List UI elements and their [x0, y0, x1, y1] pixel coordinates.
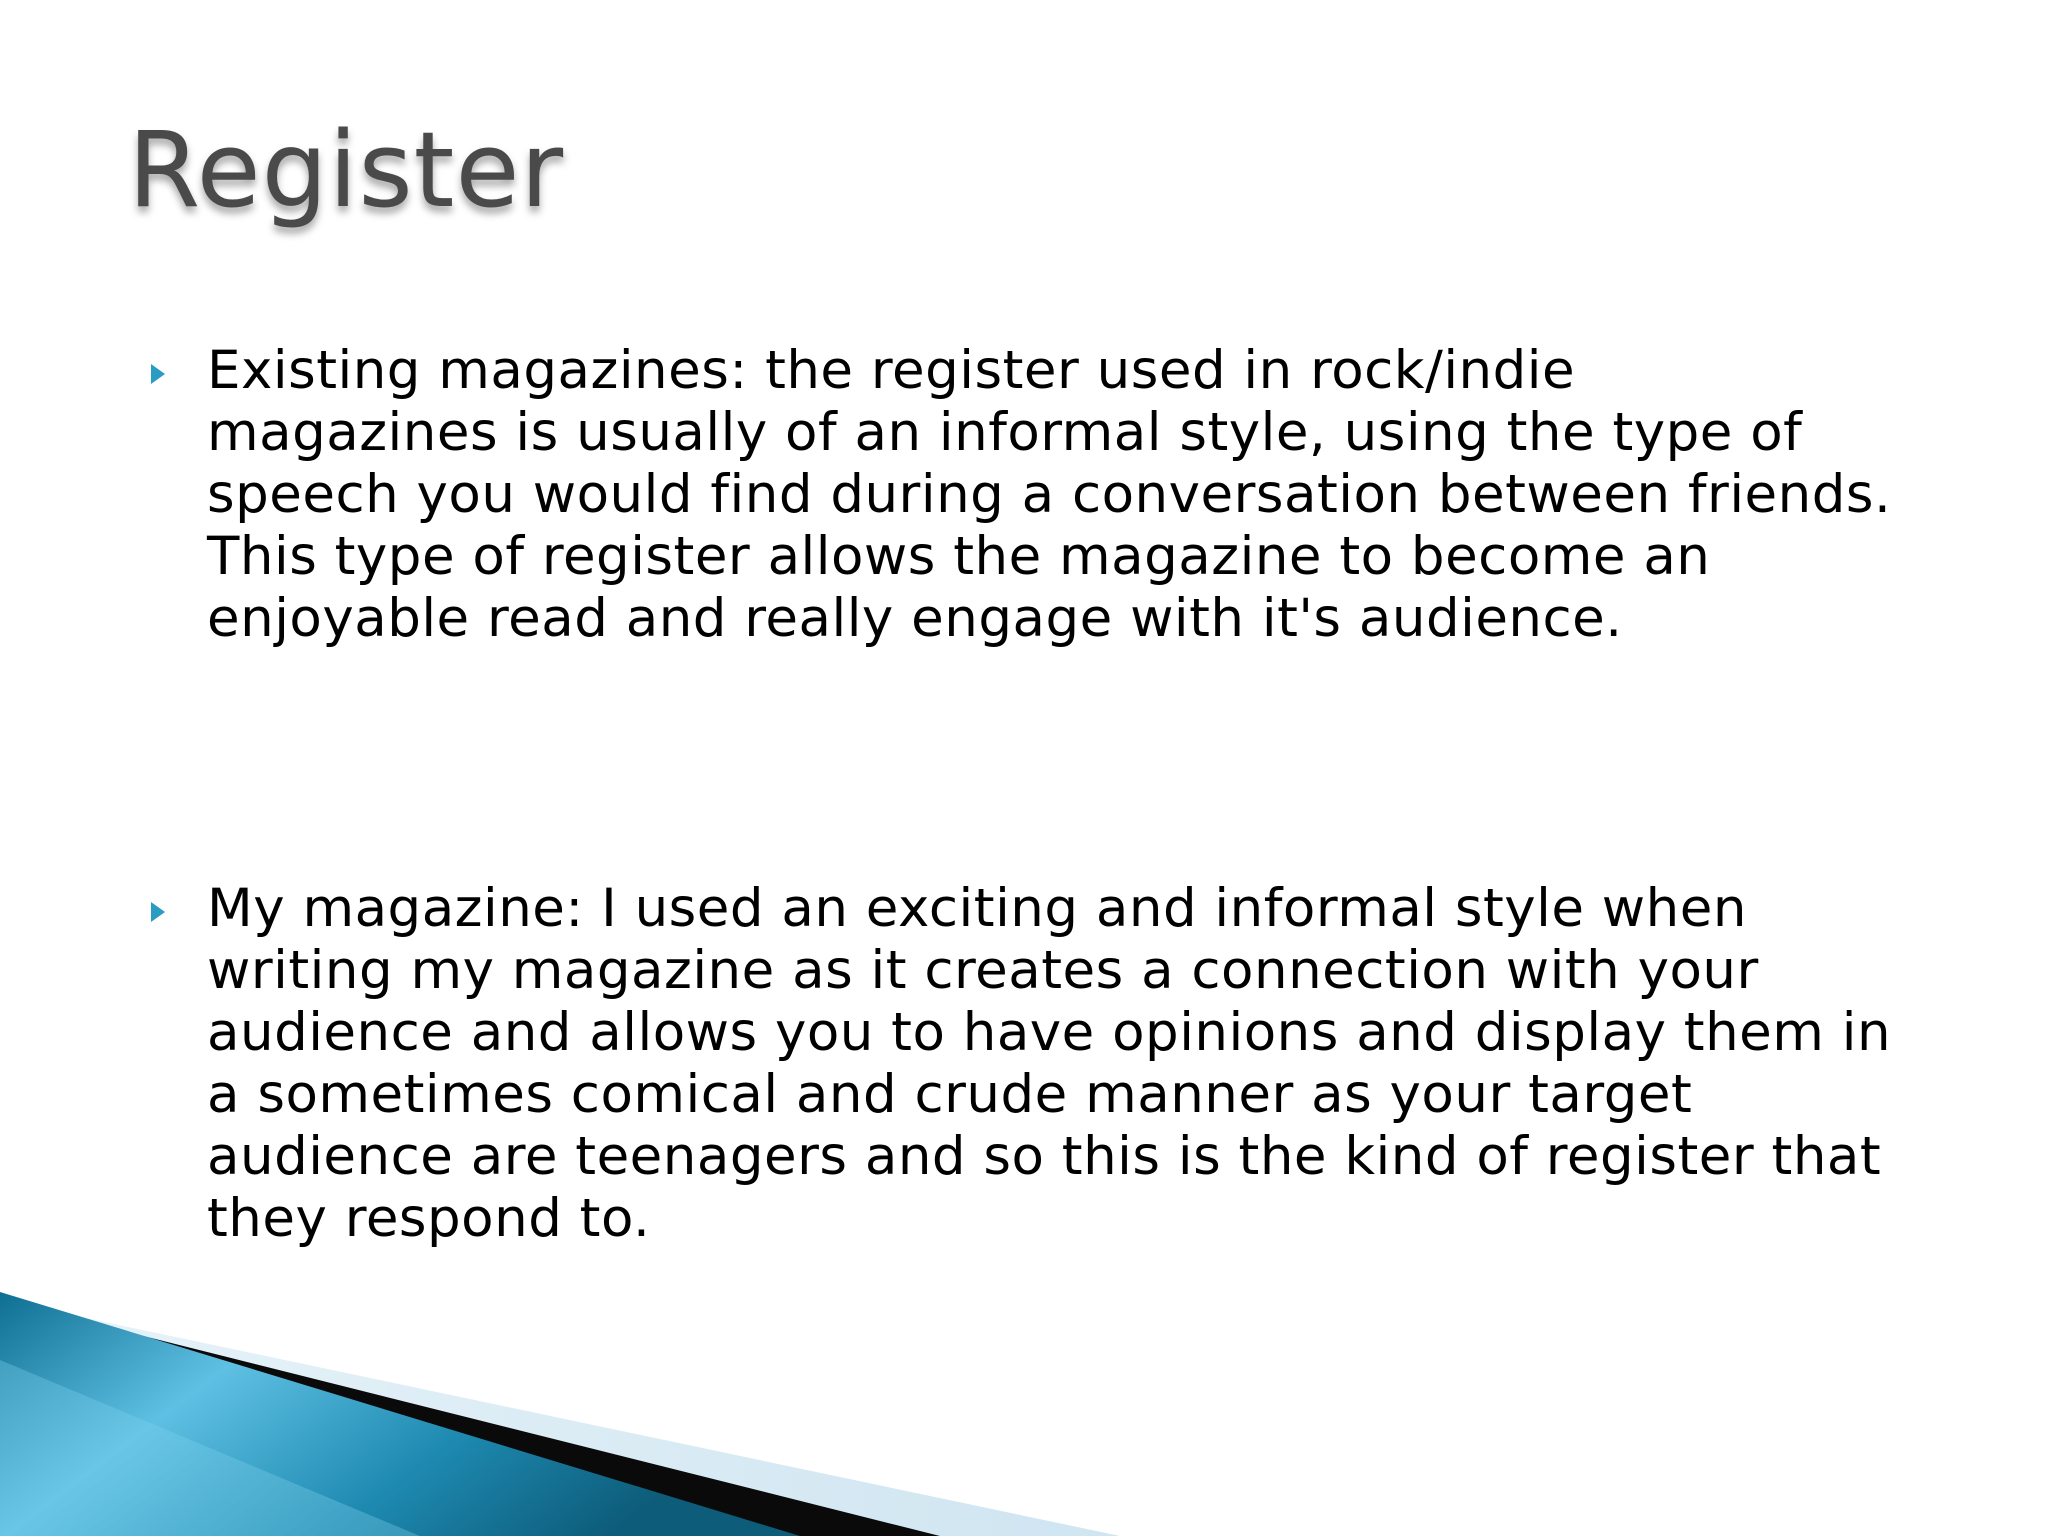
bullet-line: enjoyable read and really engage with it's audience. — [207, 588, 1623, 649]
bullet-text — [207, 878, 1967, 1250]
bullet-line: audience are teenagers and so this is the kind of register that — [207, 1126, 1882, 1187]
slide-title: Register — [128, 109, 565, 231]
bullet-my-magazine — [150, 878, 1967, 1250]
triangle-right-bullet-icon — [150, 878, 207, 923]
bullet-line: speech you would find during a conversation between friends. — [207, 464, 1892, 525]
blue-band — [0, 1292, 800, 1536]
bullet-line: magazines is usually of an informal style, using the type of — [207, 402, 1803, 463]
pale-band — [0, 1300, 1120, 1536]
bullet-line: Existing magazines: the register used in rock/indie — [207, 340, 1576, 401]
triangle-right-bullet-icon — [150, 340, 207, 385]
bullet-line: My magazine: I used an exciting and informal style when — [207, 878, 1747, 939]
blue-highlight — [0, 1360, 420, 1536]
bullet-existing-magazines — [150, 340, 1967, 650]
black-stripe — [0, 1300, 940, 1536]
bullet-line: audience and allows you to have opinions and display them in — [207, 1002, 1892, 1063]
bullet-line: they respond to. — [207, 1188, 651, 1249]
bullet-line: a sometimes comical and crude manner as your target — [207, 1064, 1693, 1125]
bullet-line: This type of register allows the magazine to become an — [207, 526, 1711, 587]
bullet-line: writing my magazine as it creates a connection with your — [207, 940, 1759, 1001]
bullet-text — [207, 340, 1967, 650]
